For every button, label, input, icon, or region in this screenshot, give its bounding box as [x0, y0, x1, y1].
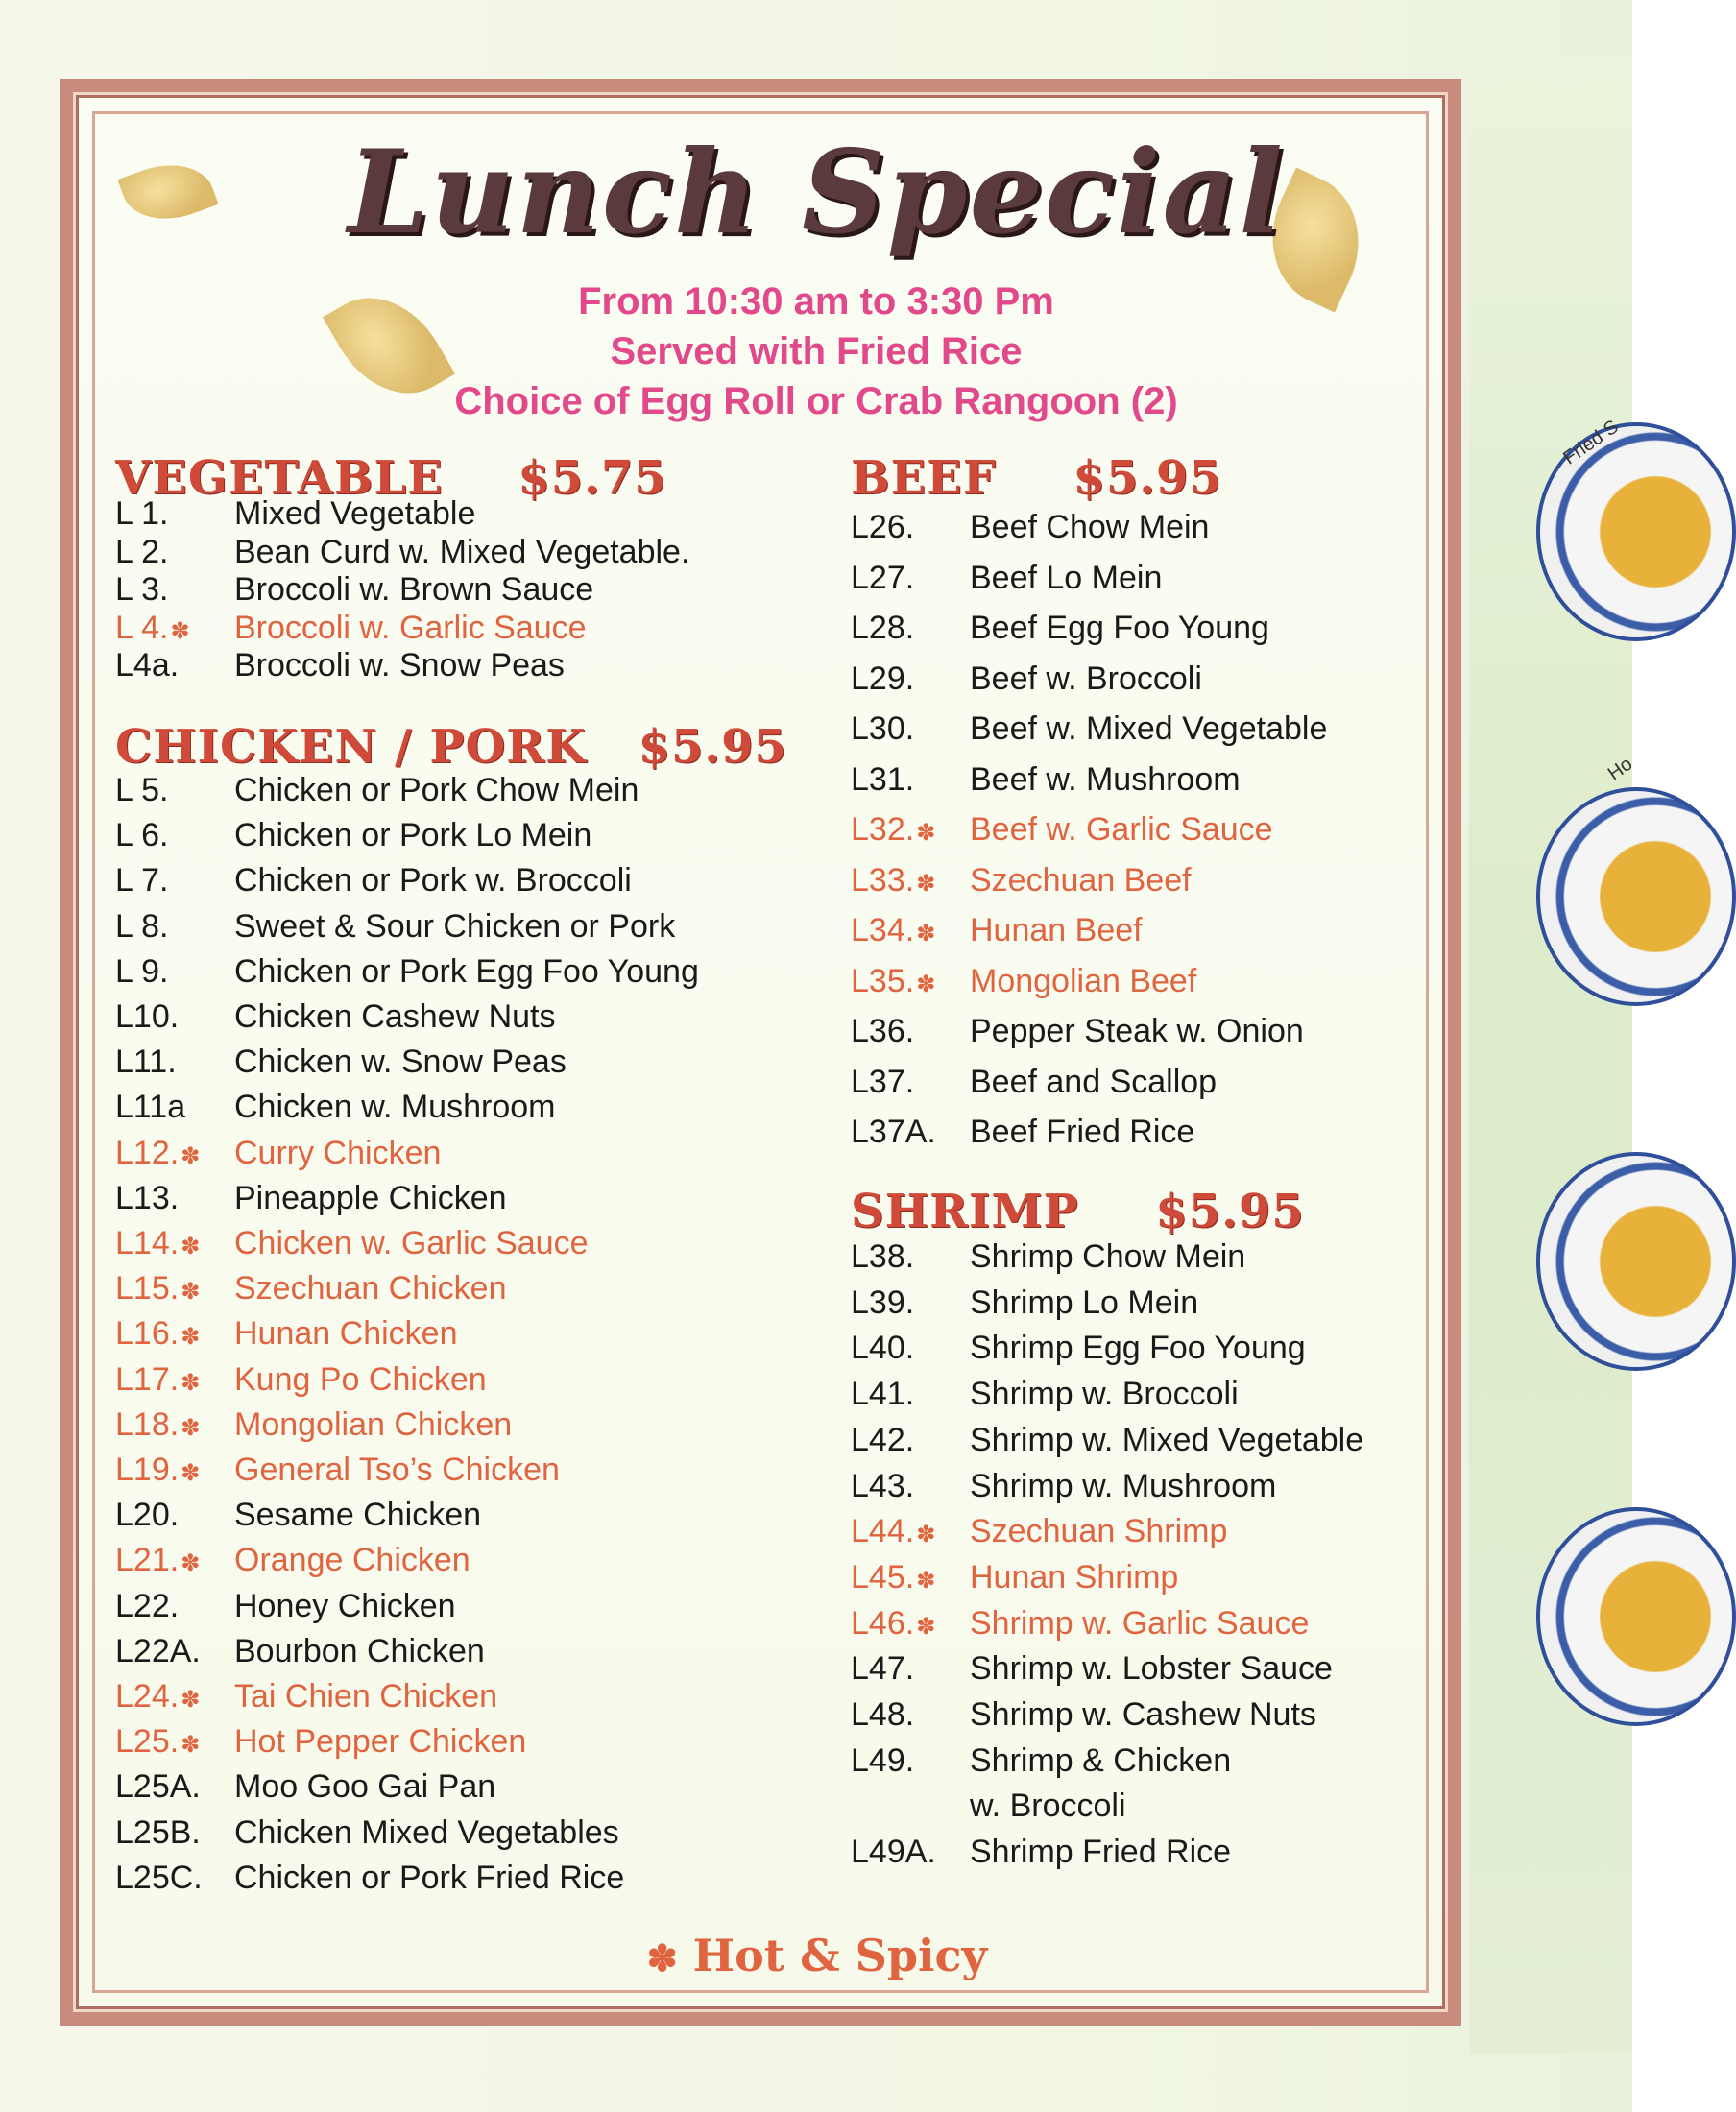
chili-pepper-icon: ✽	[916, 921, 936, 947]
item-code: L13.	[115, 1179, 180, 1216]
menu-item	[115, 1632, 485, 1670]
item-name: Chicken w. Snow Peas	[234, 1044, 567, 1081]
section-chicken-pork-heading	[115, 720, 787, 774]
item-code: L 9.	[115, 952, 169, 990]
item-code: L25.	[115, 1723, 180, 1761]
item-code: L38.	[851, 1238, 915, 1275]
item-code: L49.	[851, 1741, 915, 1779]
section-price: $5.75	[518, 451, 667, 505]
menu-item	[851, 1834, 1232, 1871]
item-name: Shrimp w. Broccoli	[970, 1376, 1239, 1413]
item-code: L4a.	[115, 647, 180, 684]
item-code: L 4.	[115, 609, 169, 646]
menu-item	[851, 1467, 1277, 1505]
item-name: Shrimp Fried Rice	[970, 1834, 1232, 1871]
item-name: Broccoli w. Garlic Sauce	[234, 609, 587, 646]
menu-item	[851, 559, 1163, 597]
item-name: Shrimp w. Mixed Vegetable	[970, 1421, 1364, 1458]
menu-item	[115, 952, 699, 991]
menu-item	[851, 509, 1210, 546]
item-code: L25A.	[115, 1768, 201, 1806]
menu-item	[115, 1723, 527, 1761]
item-name: Beef w. Mushroom	[970, 760, 1241, 798]
item-code: L11a	[115, 1089, 186, 1126]
subtitle-choice: Choice of Egg Roll or Crab Rangoon (2)	[454, 380, 1178, 422]
item-code: L25C.	[115, 1859, 203, 1896]
item-code: L39.	[851, 1284, 915, 1321]
item-name: Shrimp Lo Mein	[970, 1284, 1199, 1321]
item-name: Hunan Chicken	[234, 1315, 458, 1353]
item-name: Szechuan Shrimp	[970, 1513, 1228, 1550]
chili-pepper-icon: ✽	[181, 1324, 201, 1351]
menu-item	[115, 1452, 560, 1489]
section-price: $5.95	[1155, 1185, 1305, 1238]
menu-item	[851, 1650, 1333, 1688]
menu-item	[115, 772, 639, 809]
menu-item	[115, 1360, 487, 1399]
item-name: Shrimp Chow Mein	[970, 1238, 1246, 1275]
item-code: L47.	[851, 1650, 915, 1688]
page-title: Lunch Special	[348, 125, 1285, 260]
menu-item	[851, 912, 1143, 949]
item-name: Beef w. Garlic Sauce	[970, 811, 1273, 848]
item-name: Mongolian Chicken	[234, 1405, 513, 1443]
item-code: L25B.	[115, 1813, 201, 1851]
item-code: L 3.	[115, 571, 169, 608]
item-code: L21.	[115, 1542, 180, 1579]
item-name: Tai Chien Chicken	[234, 1678, 498, 1715]
item-code: L22A.	[115, 1632, 201, 1669]
item-code: L34.	[851, 912, 915, 948]
dish-photo	[1536, 787, 1736, 1006]
hot-spicy-legend	[0, 1930, 1632, 1981]
item-name: Bourbon Chicken	[234, 1632, 485, 1669]
menu-item	[115, 862, 632, 900]
item-code: L18.	[115, 1405, 180, 1443]
item-name: Shrimp & Chicken	[970, 1741, 1232, 1779]
chili-pepper-icon: ✽	[181, 1550, 201, 1577]
item-code: L17.	[115, 1360, 180, 1398]
chili-pepper-icon: ✽	[916, 971, 936, 997]
item-code: L33.	[851, 861, 915, 899]
chili-pepper-icon: ✽	[916, 870, 936, 897]
item-code: L37A.	[851, 1114, 936, 1150]
item-code: L 8.	[115, 907, 169, 945]
item-name: Kung Po Chicken	[234, 1360, 487, 1398]
dish-photo	[1536, 1507, 1736, 1726]
section-name: CHICKEN / PORK	[115, 720, 587, 774]
item-code: L 2.	[115, 533, 169, 570]
item-name: Sweet & Sour Chicken or Pork	[234, 907, 676, 945]
section-name: SHRIMP	[851, 1185, 1079, 1238]
item-name: Curry Chicken	[234, 1134, 442, 1171]
item-code: L14.	[115, 1225, 180, 1261]
menu-item	[115, 998, 556, 1036]
menu-item	[115, 1678, 498, 1716]
chili-pepper-icon: ✽	[916, 820, 936, 846]
item-code: L35.	[851, 962, 915, 999]
chili-pepper-icon: ✽	[170, 617, 190, 644]
item-code: L45.	[851, 1558, 915, 1596]
item-name: Chicken w. Mushroom	[234, 1089, 556, 1126]
item-code: L10.	[115, 998, 180, 1035]
menu-item	[851, 1741, 1232, 1780]
menu-item	[851, 811, 1273, 849]
menu-item	[851, 1013, 1304, 1050]
menu-item	[851, 760, 1241, 799]
menu-item	[115, 1497, 482, 1534]
menu-item	[115, 1225, 589, 1262]
menu-item	[115, 647, 565, 684]
item-name: Beef Egg Foo Young	[970, 610, 1269, 646]
item-code: L24.	[115, 1678, 180, 1715]
item-name: Chicken Cashew Nuts	[234, 998, 556, 1035]
item-name: Chicken Mixed Vegetables	[234, 1813, 619, 1851]
section-price: $5.95	[638, 720, 787, 774]
item-name: Beef w. Mixed Vegetable	[970, 710, 1328, 747]
item-name: Chicken or Pork Lo Mein	[234, 817, 592, 854]
menu-item	[115, 1405, 513, 1444]
chili-pepper-icon: ✽	[916, 1522, 936, 1548]
item-code: L30.	[851, 710, 915, 747]
menu-item	[851, 1558, 1179, 1596]
item-code: L49A.	[851, 1834, 936, 1871]
menu-item	[115, 1587, 456, 1625]
item-code: L12.	[115, 1134, 180, 1171]
item-code: L32.	[851, 811, 915, 848]
item-name: Pineapple Chicken	[234, 1179, 507, 1216]
subtitle-hours: From 10:30 am to 3:30 Pm	[578, 280, 1054, 323]
item-name: Bean Curd w. Mixed Vegetable.	[234, 533, 690, 570]
chili-pepper-icon: ✽	[181, 1279, 201, 1306]
menu-item	[851, 1376, 1239, 1413]
section-name: BEEF	[851, 451, 997, 505]
item-name: Shrimp w. Cashew Nuts	[970, 1696, 1316, 1733]
item-name: Shrimp w. Mushroom	[970, 1467, 1277, 1504]
item-code: L41.	[851, 1376, 915, 1413]
menu-item	[851, 1330, 1306, 1367]
chili-pepper-icon: ✽	[916, 1613, 936, 1640]
chili-pepper-icon: ✽	[181, 1369, 201, 1396]
legend-label: Hot & Spicy	[692, 1930, 988, 1981]
menu-item	[851, 962, 1197, 1000]
item-name: Chicken w. Garlic Sauce	[234, 1225, 589, 1261]
item-name: Mixed Vegetable	[234, 495, 476, 532]
item-code: L31.	[851, 760, 915, 798]
item-code: L 6.	[115, 817, 169, 854]
item-name: Shrimp w. Garlic Sauce	[970, 1604, 1310, 1642]
item-code: L 1.	[115, 495, 169, 532]
item-name: Chicken or Pork Fried Rice	[234, 1859, 625, 1896]
section-name: VEGETABLE	[115, 451, 444, 505]
item-name: Sesame Chicken	[234, 1497, 482, 1534]
menu-item	[115, 571, 594, 609]
item-name: Pepper Steak w. Onion	[970, 1013, 1304, 1049]
item-code: L46.	[851, 1604, 915, 1642]
item-code: L36.	[851, 1013, 915, 1049]
item-name: w. Broccoli	[970, 1788, 1126, 1825]
item-name: Chicken or Pork Egg Foo Young	[234, 952, 699, 990]
menu-item	[851, 660, 1202, 698]
menu-item	[851, 710, 1328, 748]
chili-pepper-icon: ✽	[181, 1687, 201, 1713]
menu-item	[851, 1063, 1218, 1101]
item-code: L48.	[851, 1696, 915, 1733]
menu-item	[115, 609, 587, 647]
chili-pepper-icon: ✽	[181, 1414, 201, 1441]
item-name: Szechuan Beef	[970, 861, 1192, 899]
item-code: L20.	[115, 1497, 180, 1534]
menu-item	[115, 1270, 507, 1308]
menu-item	[115, 1813, 619, 1852]
item-code: L16.	[115, 1315, 180, 1353]
item-name: Beef Fried Rice	[970, 1114, 1195, 1150]
menu-item	[115, 1089, 556, 1126]
item-code: L 5.	[115, 772, 169, 808]
item-code: L44.	[851, 1513, 915, 1550]
item-name: Beef Chow Mein	[970, 509, 1210, 545]
item-name: Chicken or Pork w. Broccoli	[234, 862, 632, 900]
section-beef-heading	[851, 451, 1222, 505]
item-name: Hunan Shrimp	[970, 1558, 1179, 1596]
side-label: Fried S	[1559, 416, 1623, 469]
item-code: L29.	[851, 660, 915, 697]
item-name: Beef w. Broccoli	[970, 660, 1202, 697]
item-name: Honey Chicken	[234, 1587, 456, 1624]
menu-item	[851, 1238, 1246, 1276]
section-price: $5.95	[1073, 451, 1222, 505]
subtitle-served: Served with Fried Rice	[610, 330, 1023, 372]
menu-item	[115, 907, 676, 946]
item-code: L15.	[115, 1270, 180, 1308]
item-code: L19.	[115, 1452, 180, 1488]
menu-item	[851, 1513, 1228, 1550]
menu-item	[851, 1696, 1316, 1734]
item-name: Chicken or Pork Chow Mein	[234, 772, 639, 808]
menu-item	[851, 1421, 1364, 1459]
menu-item	[115, 533, 690, 571]
menu-item	[115, 1768, 496, 1806]
chili-pepper-icon: ✽	[916, 1567, 936, 1594]
chili-pepper-icon: ✽	[181, 1142, 201, 1169]
item-name: Shrimp Egg Foo Young	[970, 1330, 1306, 1367]
menu-item	[115, 1179, 507, 1217]
item-name: Szechuan Chicken	[234, 1270, 507, 1308]
item-name: Orange Chicken	[234, 1542, 470, 1579]
item-code: L27.	[851, 559, 915, 596]
menu-item	[115, 1859, 625, 1897]
item-name: Broccoli w. Snow Peas	[234, 647, 565, 684]
item-code: L11.	[115, 1044, 177, 1081]
item-code: L40.	[851, 1330, 915, 1367]
item-name: Broccoli w. Brown Sauce	[234, 571, 594, 608]
item-name: Shrimp w. Lobster Sauce	[970, 1650, 1333, 1688]
item-name: Moo Goo Gai Pan	[234, 1768, 496, 1806]
menu-item	[115, 495, 476, 533]
menu-item	[851, 610, 1269, 647]
item-name: Hot Pepper Chicken	[234, 1723, 527, 1761]
item-code: L26.	[851, 509, 915, 545]
menu-item	[115, 1315, 458, 1353]
section-shrimp-heading	[851, 1185, 1305, 1238]
item-name: Beef Lo Mein	[970, 559, 1163, 596]
item-code: L37.	[851, 1063, 915, 1100]
menu-item	[115, 1044, 567, 1081]
menu-item	[851, 1604, 1310, 1643]
menu-item	[851, 861, 1192, 900]
item-name: Mongolian Beef	[970, 962, 1197, 999]
item-code: L28.	[851, 610, 915, 646]
item-name: Beef and Scallop	[970, 1063, 1218, 1100]
menu-item	[115, 1134, 442, 1172]
menu-item	[115, 817, 592, 854]
item-code: L42.	[851, 1421, 915, 1458]
chili-pepper-icon: ✽	[181, 1732, 201, 1759]
menu-item	[851, 1284, 1199, 1322]
dish-photo	[1536, 1152, 1736, 1371]
item-name: Hunan Beef	[970, 912, 1143, 948]
menu-item	[115, 1542, 470, 1579]
menu-item	[851, 1114, 1195, 1151]
side-label: Ho	[1603, 753, 1637, 785]
item-code: L22.	[115, 1587, 180, 1624]
chili-pepper-icon: ✽	[181, 1234, 201, 1260]
chili-pepper-icon: ✽	[181, 1460, 201, 1486]
chili-pepper-icon: ✽	[646, 1936, 678, 1980]
item-name: General Tso’s Chicken	[234, 1452, 560, 1488]
item-code: L 7.	[115, 862, 169, 900]
item-code: L43.	[851, 1467, 915, 1504]
